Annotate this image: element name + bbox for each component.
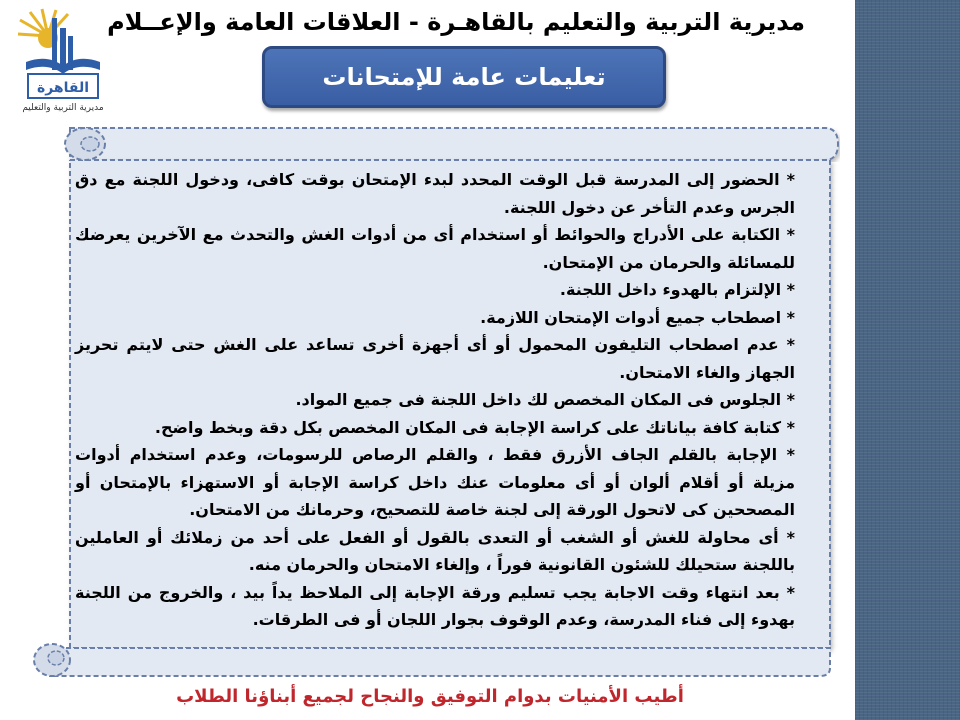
side-decoration-strip [855, 0, 960, 720]
instruction-item: * أى محاولة للغش أو الشغب أو التعدى بالقول أو الفعل على أحد من زملائك أو العاملين باللجنة ستحيلك للشئون القانونية فوراً ، وإلغاء الامتحان والحرمان منه. [75, 527, 795, 574]
instruction-item: * الإلتزام بالهدوء داخل اللجنة. [559, 280, 795, 299]
instruction-item: * عدم اصطحاب التليفون المحمول أو أى أجهزة أخرى تساعد على الغش حتى لايتم تحريز الجهاز والغاء الامتحان. [75, 335, 795, 382]
instructions-text [75, 166, 795, 634]
instruction-item: * الجلوس فى المكان المخصص لك داخل اللجنة فى جميع المواد. [295, 390, 795, 409]
header-title: مديرية التربية والتعليم بالقاهـرة - العلاقات العامة والإعــلام [107, 8, 805, 36]
logo-text: القاهرة [36, 80, 90, 96]
instruction-item: * الحضور إلى المدرسة قبل الوقت المحدد لبدء الإمتحان بوقت كافى، ودخول اللجنة مع دق الجرس وعدم التأخر عن دخول اللجنة. [75, 170, 795, 217]
page-title-banner: تعليمات عامة للإمتحانات [262, 46, 666, 108]
logo-subtitle: مديرية التربية والتعليم [22, 103, 104, 113]
instruction-item: * اصطحاب جميع أدوات الإمتحان اللازمة. [480, 307, 795, 327]
instruction-item: * بعد انتهاء وقت الاجابة يجب تسليم ورقة الإجابة إلى الملاحظ يداً بيد ، والخروج من اللجنة بهدوء إلى فناء المدرسة، وعدم الوقوف بجوار اللجان أو فى الطرقات. [75, 582, 795, 629]
instruction-item: * الإجابة بالقلم الجاف الأزرق فقط ، والقلم الرصاص للرسومات، وعدم استخدام أدوات مزيلة أو أقلام ألوان أو أى معلومات عنك داخل كراسة الإجابة أو الاستهزاء بالإمتحان أو المصححين كى لاتحول الورقة إلى لجنة خاصة للتصحيح، وحرمانك من الامتحان. [75, 445, 795, 519]
cairo-education-logo [8, 6, 118, 118]
instruction-item: * الكتابة على الأدراج والحوائط أو استخدام أى من أدوات الغش والتحدث مع الآخرين يعرضك للمسائلة والحرمان من الإمتحان. [75, 225, 795, 272]
footer-wishes: أطيب الأمنيات بدوام التوفيق والنجاح لجميع أبناؤنا الطلاب [176, 686, 684, 707]
instruction-item: * كتابة كافة بياناتك على كراسة الإجابة فى المكان المخصص بكل دقة وبخط واضح. [154, 417, 795, 437]
